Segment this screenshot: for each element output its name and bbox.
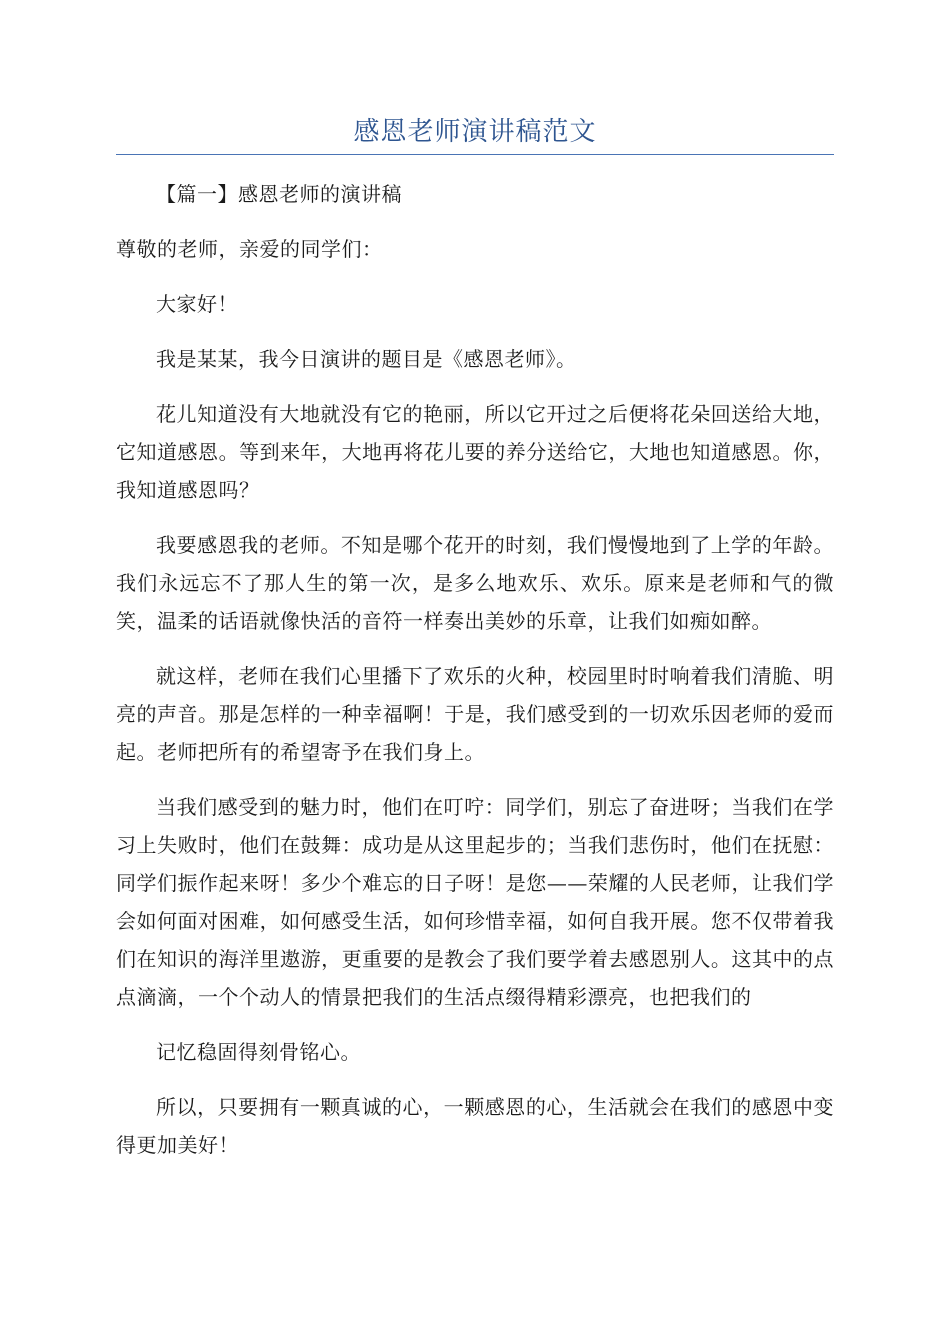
document-title: 感恩老师演讲稿范文 <box>353 117 597 147</box>
title-underline <box>116 154 834 155</box>
paragraph: 记忆稳固得刻骨铭心。 <box>156 1040 361 1064</box>
salutation: 尊敬的老师，亲爱的同学们： <box>116 237 383 261</box>
paragraph: 我是某某，我今日演讲的题目是《感恩老师》。 <box>156 347 577 371</box>
paragraph: 我要感恩我的老师。不知是哪个花开的时刻，我们慢慢地到了上学的年龄。我们永远忘不了那人生的第一次，是多么地欢乐、欢乐。原来是老师和气的微笑，温柔的话语就像快活的音符一样奏出美妙的乐章，让我们如痴如醉。 <box>116 533 834 633</box>
document-page <box>116 112 834 1181</box>
section-heading: 【篇一】感恩老师的演讲稿 <box>156 182 402 206</box>
paragraph: 所以，只要拥有一颗真诚的心，一颗感恩的心，生活就会在我们的感恩中变得更加美好！ <box>116 1095 834 1157</box>
paragraph: 花儿知道没有大地就没有它的艳丽，所以它开过之后便将花朵回送给大地，它知道感恩。等到来年，大地再将花儿要的养分送给它，大地也知道感恩。你，我知道感恩吗？ <box>116 402 834 502</box>
greeting: 大家好！ <box>156 292 238 316</box>
paragraph: 就这样，老师在我们心里播下了欢乐的火种，校园里时时响着我们清脆、明亮的声音。那是怎样的一种幸福啊！于是，我们感受到的一切欢乐因老师的爱而起。老师把所有的希望寄予在我们身上。 <box>116 664 834 764</box>
paragraph: 当我们感受到的魅力时，他们在叮咛：同学们，别忘了奋进呀；当我们在学习上失败时，他们在鼓舞：成功是从这里起步的；当我们悲伤时，他们在抚慰：同学们振作起来呀！多少个难忘的日子呀！是您——荣耀的人民老师，让我们学会如何面对困难，如何感受生活，如何珍惜幸福，如何自我开展。您不仅带着我们在知识的海洋里遨游，更重要的是教会了我们要学着去感恩别人。这其中的点点滴滴，一个个动人的情景把我们的生活点缀得精彩漂亮，也把我们的 <box>116 795 834 1009</box>
